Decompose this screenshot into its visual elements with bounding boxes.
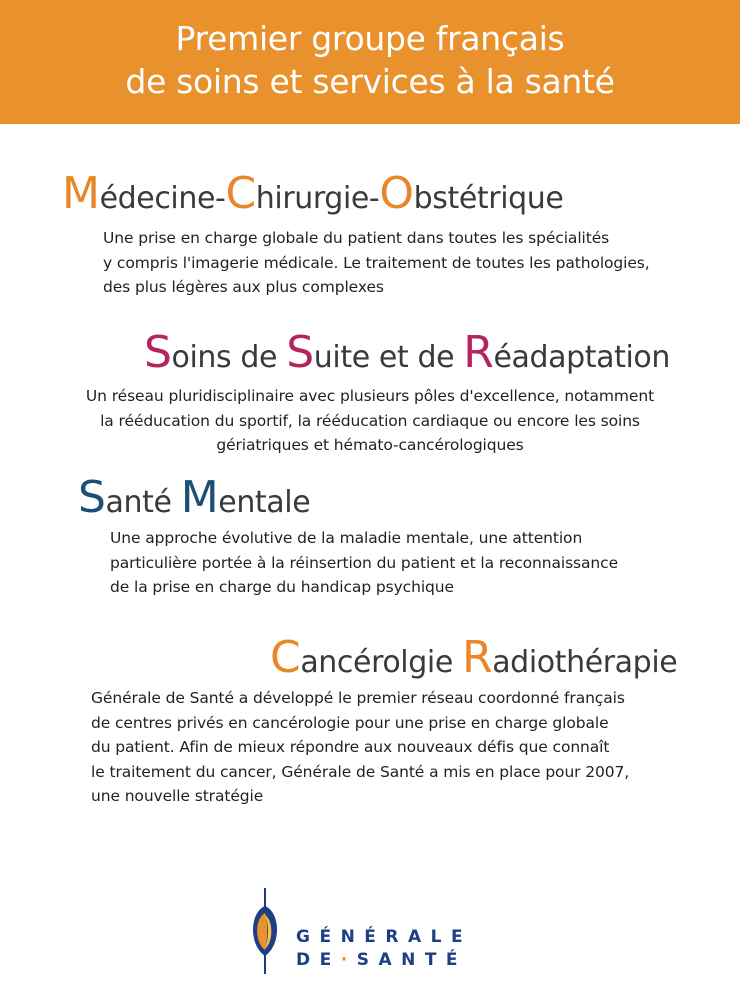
section-text-sante-mentale [110,526,618,600]
logo-word-de: DE [296,950,341,970]
title-part: édecine- [99,181,226,216]
text-line: y compris l'imagerie médicale. Le traitement de toutes les pathologies, [103,253,650,272]
title-part: uite et de [313,340,464,375]
title-initial: M [180,472,219,523]
banner-line-2: de soins et services à la santé [125,62,615,101]
title-initial: C [225,168,256,219]
text-line: Une prise en charge globale du patient dans toutes les spécialités [103,229,610,247]
title-initial: R [462,632,493,683]
title-part: ancérolgie [300,645,463,680]
title-initial: S [144,327,172,378]
title-part: éadaptation [493,340,670,375]
logo-word-sante: SANTÉ [356,950,468,970]
section-title-mco [62,168,564,219]
title-initial: R [463,327,494,378]
section-title-ssr [144,327,670,378]
text-line: le traitement du cancer, Générale de Santé a mis en place pour 2007, [91,762,630,781]
text-line: de la prise en charge du handicap psychique [110,578,454,596]
text-line: la rééducation du sportif, la rééducation cardiaque ou encore les soins [100,411,640,430]
title-part: hirurgie- [255,181,380,216]
text-line: une nouvelle stratégie [91,787,264,805]
title-part: oins de [171,340,287,375]
title-initial: O [379,168,414,219]
title-initial: C [270,632,301,683]
title-initial: S [286,327,314,378]
text-line: Générale de Santé a développé le premier réseau coordonné français [91,689,625,707]
title-part: anté [105,485,181,520]
section-text-cancerologie [91,686,629,809]
title-part: entale [218,485,311,520]
banner-line-1: Premier groupe français [175,19,565,58]
text-line: Un réseau pluridisciplinaire avec plusieurs pôles d'excellence, notamment [85,387,655,405]
text-line: gériatriques et hémato-cancérologiques [216,436,524,454]
logo-separator-dot: · [340,950,357,970]
header-banner [0,0,740,124]
title-initial: M [62,168,100,219]
title-part: adiothérapie [492,645,678,680]
text-line: du patient. Afin de mieux répondre aux nouveaux défis que connaît [91,738,610,756]
logo-line-2 [296,949,472,972]
title-initial: S [78,472,106,523]
logo-line-1: GÉNÉRALE [296,927,473,947]
section-text-ssr [60,384,680,458]
logo-wordmark [296,926,472,972]
text-line: Une approche évolutive de la maladie mentale, une attention [110,529,583,547]
section-text-mco [103,226,650,300]
title-part: bstétrique [413,181,564,216]
section-title-sante-mentale [78,472,311,523]
text-line: des plus légères aux plus complexes [103,278,384,296]
text-line: particulière portée à la réinsertion du patient et la reconnaissance [110,553,619,572]
text-line: de centres privés en cancérologie pour une prise en charge globale [91,713,609,732]
section-title-cancerologie [270,632,678,683]
